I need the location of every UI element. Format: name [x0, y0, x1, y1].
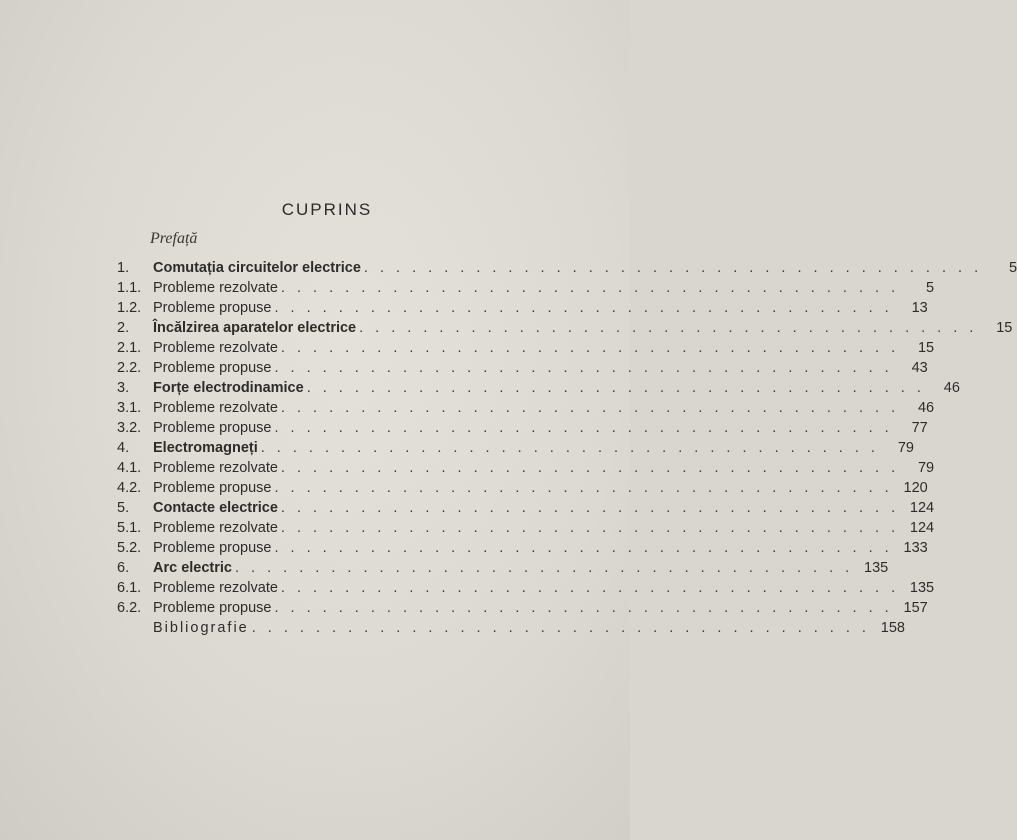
- toc-leader-dots: . . . . . . . . . . . . . . . . . . . . . . . . . . . . . . . . . . . . . . .: [363, 260, 983, 276]
- toc-section-entry: [117, 398, 935, 418]
- toc-entry-title: Electromagneți: [153, 440, 258, 456]
- toc-leader-dots: . . . . . . . . . . . . . . . . . . . . . . . . . . . . . . . . . . . . . . .: [280, 460, 900, 476]
- toc-entry-number: 4.2.: [117, 480, 142, 496]
- toc-entry-title: Comutația circuitelor electrice: [153, 260, 361, 276]
- toc-section-entry: [117, 418, 928, 438]
- toc-entry-bibliography: [117, 618, 905, 638]
- toc-entry-page: 5: [1009, 260, 1017, 276]
- toc-entry-page: 79: [917, 460, 935, 476]
- toc-entry-page: 43: [911, 360, 928, 376]
- toc-entry-title: Probleme propuse: [153, 360, 272, 376]
- toc-section-entry: [117, 298, 928, 318]
- toc-leader-dots: . . . . . . . . . . . . . . . . . . . . . . . . . . . . . . . . . . . . . . .: [280, 520, 900, 536]
- toc-chapter-entry: [117, 258, 1017, 278]
- toc-entry-page: 157: [903, 600, 928, 616]
- toc-entry-number: 3.1.: [117, 400, 142, 416]
- toc-entry-title: Probleme propuse: [153, 540, 272, 556]
- toc-entry-page: 5: [926, 280, 935, 296]
- toc-entry-number: 1.2.: [117, 300, 142, 316]
- toc-leader-dots: . . . . . . . . . . . . . . . . . . . . . . . . . . . . . . . . . . . . . . .: [306, 380, 925, 396]
- toc-entry-page: 124: [909, 500, 935, 516]
- toc-chapter-entry: [117, 378, 960, 398]
- toc-leader-dots: . . . . . . . . . . . . . . . . . . . . . . . . . . . . . . . . . . . . . . .: [274, 360, 893, 376]
- table-of-contents: [117, 258, 1017, 638]
- page-title: CUPRINS: [281, 200, 373, 219]
- toc-leader-dots: . . . . . . . . . . . . . . . . . . . . . . . . . . . . . . . . . . . . . . .: [359, 320, 978, 336]
- toc-leader-dots: . . . . . . . . . . . . . . . . . . . . . . . . . . . . . . . . . . . . . . .: [280, 580, 900, 596]
- toc-entry-page: 158: [880, 620, 905, 636]
- toc-entry-title: Probleme propuse: [153, 420, 272, 436]
- toc-entry-page: 124: [909, 520, 935, 536]
- toc-leader-dots: . . . . . . . . . . . . . . . . . . . . . . . . . . . . . . . . . . . . . . .: [260, 440, 879, 456]
- toc-entry-number: 2.: [117, 320, 130, 336]
- toc-section-entry: [117, 598, 928, 618]
- toc-section-entry: [117, 278, 935, 298]
- toc-entry-title: Contacte electrice: [153, 500, 278, 516]
- toc-section-entry: [117, 338, 935, 358]
- toc-entry-page: 46: [917, 400, 935, 416]
- toc-section-entry: [117, 538, 928, 558]
- toc-leader-dots: . . . . . . . . . . . . . . . . . . . . . . . . . . . . . . . . . . . . . . .: [274, 300, 893, 316]
- toc-entry-page: 120: [903, 480, 928, 496]
- toc-entry-number: 4.1.: [117, 460, 142, 476]
- toc-entry-number: 1.: [117, 260, 130, 276]
- toc-chapter-entry: [117, 558, 889, 578]
- toc-entry-number: 5.2.: [117, 540, 142, 556]
- toc-leader-dots: . . . . . . . . . . . . . . . . . . . . . . . . . . . . . . . . . . . . . . .: [235, 560, 854, 576]
- toc-chapter-entry: [117, 438, 914, 458]
- toc-leader-dots: . . . . . . . . . . . . . . . . . . . . . . . . . . . . . . . . . . . . . . .: [280, 500, 900, 516]
- toc-section-entry: [117, 358, 928, 378]
- toc-entry-number: 2.1.: [117, 340, 142, 356]
- toc-entry-page: 13: [911, 300, 928, 316]
- toc-entry-number: 6.1.: [117, 580, 142, 596]
- toc-section-entry: [117, 578, 935, 598]
- toc-chapter-entry: [117, 498, 935, 518]
- toc-entry-title: Probleme rezolvate: [153, 580, 278, 596]
- toc-entry-page: 133: [903, 540, 928, 556]
- toc-leader-dots: . . . . . . . . . . . . . . . . . . . . . . . . . . . . . . . . . . . . . . .: [274, 420, 893, 436]
- toc-entry-title: Probleme rezolvate: [153, 460, 278, 476]
- toc-entry-title: Bibliografie: [153, 620, 249, 636]
- toc-entry-number: 4.: [117, 440, 130, 456]
- toc-entry-title: Forțe electrodinamice: [153, 380, 304, 396]
- toc-entry-number: 1.1.: [117, 280, 142, 296]
- toc-entry-page: 46: [943, 380, 960, 396]
- toc-leader-dots: . . . . . . . . . . . . . . . . . . . . . . . . . . . . . . . . . . . . . . .: [280, 400, 900, 416]
- toc-leader-dots: . . . . . . . . . . . . . . . . . . . . . . . . . . . . . . . . . . . . . . .: [274, 600, 893, 616]
- toc-entry-page: 77: [911, 420, 928, 436]
- toc-section-entry: [117, 518, 935, 538]
- toc-entry-title: Probleme propuse: [153, 600, 272, 616]
- toc-entry-number: 3.: [117, 380, 130, 396]
- toc-leader-dots: . . . . . . . . . . . . . . . . . . . . . . . . . . . . . . . . . . . . . . .: [251, 620, 870, 636]
- toc-entry-page: 15: [917, 340, 935, 356]
- toc-entry-title: Probleme rezolvate: [153, 400, 278, 416]
- toc-entry-title: Arc electric: [153, 560, 232, 576]
- toc-entry-number: 6.: [117, 560, 130, 576]
- toc-entry-number: 5.1.: [117, 520, 142, 536]
- toc-entry-number: 3.2.: [117, 420, 142, 436]
- toc-leader-dots: . . . . . . . . . . . . . . . . . . . . . . . . . . . . . . . . . . . . . . .: [280, 340, 900, 356]
- toc-chapter-entry: [117, 318, 1013, 338]
- toc-leader-dots: . . . . . . . . . . . . . . . . . . . . . . . . . . . . . . . . . . . . . . .: [274, 480, 893, 496]
- preface-entry: Prefață: [150, 230, 198, 247]
- toc-entry-title: Încălzirea aparatelor electrice: [153, 320, 357, 336]
- toc-entry-number: 2.2.: [117, 360, 142, 376]
- toc-entry-title: Probleme rezolvate: [153, 520, 278, 536]
- toc-entry-page: 15: [996, 320, 1013, 336]
- toc-entry-title: Probleme propuse: [153, 480, 272, 496]
- toc-leader-dots: . . . . . . . . . . . . . . . . . . . . . . . . . . . . . . . . . . . . . . .: [274, 540, 893, 556]
- toc-entry-title: Probleme rezolvate: [153, 340, 278, 356]
- toc-leader-dots: . . . . . . . . . . . . . . . . . . . . . . . . . . . . . . . . . . . . . . .: [280, 280, 900, 296]
- toc-entry-number: 5.: [117, 500, 130, 516]
- toc-entry-page: 79: [897, 440, 914, 456]
- toc-entry-number: 6.2.: [117, 600, 142, 616]
- toc-entry-title: Probleme rezolvate: [153, 280, 278, 296]
- toc-entry-title: Probleme propuse: [153, 300, 272, 316]
- toc-entry-page: 135: [909, 580, 935, 596]
- toc-section-entry: [117, 478, 928, 498]
- toc-section-entry: [117, 458, 935, 478]
- toc-entry-page: 135: [864, 560, 889, 576]
